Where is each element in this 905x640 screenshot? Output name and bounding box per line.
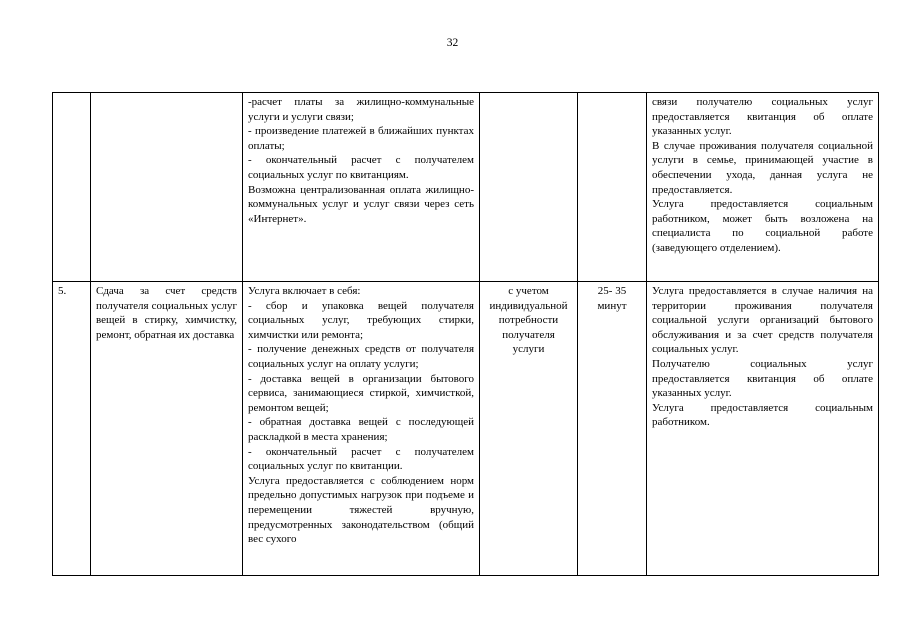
cell-number [53,93,91,282]
cell-conditions [647,93,879,282]
cell-volume: с учетом индивидуальной потребности получателя услуги [480,282,578,576]
table-row [53,93,879,282]
content-paragraph: -расчет платы за жилищно-коммунальные услуги и услуги связи; [248,96,474,123]
content-paragraph: - сбор и упаковка вещей получателя социальных услуг, требующих стирки, химчистки или ремонта; [248,299,474,341]
content-paragraph: - окончательный расчет с получателем социальных услуг по квитанции. [248,445,474,473]
cell-conditions [647,282,879,576]
conditions-paragraph: Услуга предоставляется социальным работником. [652,401,873,429]
cell-service-name [91,93,243,282]
conditions-paragraph: связи получателю социальных услуг предоставляется квитанция об оплате указанных услуг. [652,96,873,138]
content-paragraph: Услуга включает в себя: [248,285,361,297]
cell-service-name [91,282,243,576]
content-paragraph: - окончательный расчет с получателем социальных услуг по квитанциям. [248,154,474,181]
cell-number: 5. [53,282,91,576]
cell-volume [480,93,578,282]
conditions-paragraph: Услуга предоставляется социальным работником, может быть возложена на специалиста по социальной работе (заведующего отделением). [652,198,873,254]
cell-service-content [243,282,480,576]
content-paragraph: Возможна централизованная оплата жилищно-коммунальных услуг и услуг связи через сеть «Интернет». [248,183,474,225]
table-row [53,282,879,576]
services-table [52,92,879,576]
conditions-paragraph: Услуга предоставляется в случае наличия на территории проживания получателя социальной услуги организаций бытового обслуживания и за счет средств получателя социальных услуг. [652,285,873,356]
cell-service-content [243,93,480,282]
content-paragraph: Услуга предоставляется с соблюдением норм предельно допустимых нагрузок при подъеме и перемещении тяжестей вручную, предусмотренных законодательством (общий вес сухого [248,474,474,546]
content-paragraph: - получение денежных средств от получателя социальных услуг на оплату услуги; [248,343,474,370]
content-paragraph: - произведение платежей в ближайших пунктах оплаты; [248,125,474,152]
service-name-text: Сдача за счет средств получателя социальных услуг вещей в стирку, химчистку, ремонт, обратная их доставка [96,285,237,341]
cell-time [578,93,647,282]
page-number: 32 [446,37,459,49]
conditions-paragraph: Получателю социальных услуг предоставляется квитанция об оплате указанных услуг. [652,357,873,400]
conditions-paragraph: В случае проживания получателя социальной услуги в семье, принимающей участие в обеспечении ухода, данная услуга не предоставляется. [652,139,873,196]
content-paragraph: - обратная доставка вещей с последующей раскладкой в места хранения; [248,416,474,443]
content-paragraph: - доставка вещей в организации бытового сервиса, занимающиеся стиркой, химчисткой, ремонтом вещей; [248,372,474,414]
cell-time: 25- 35 минут [578,282,647,576]
